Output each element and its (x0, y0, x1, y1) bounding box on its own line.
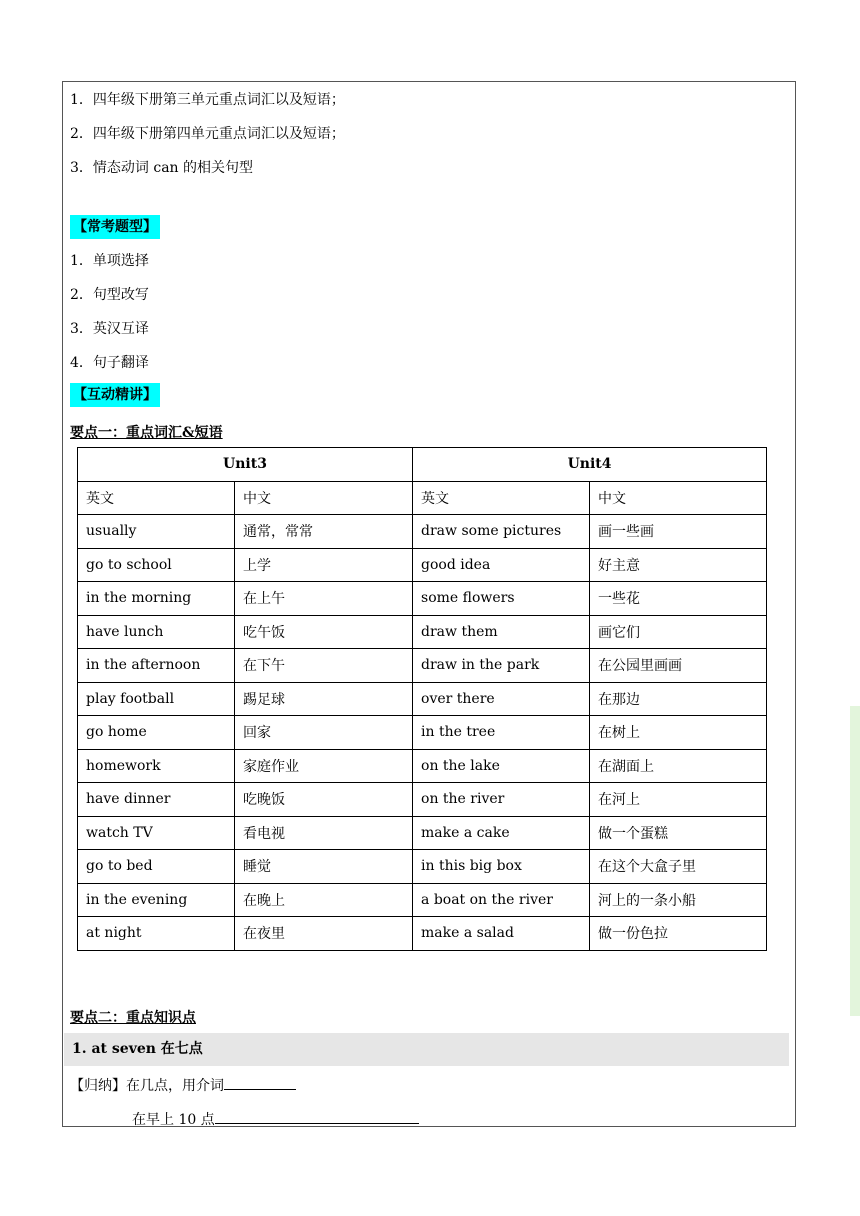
chinese-cell: 在那边 (590, 682, 767, 716)
chinese-cell: 画一些画 (590, 515, 767, 549)
english-cell: over there (413, 682, 590, 716)
english-cell: some flowers (413, 582, 590, 616)
english-cell: on the river (413, 783, 590, 817)
example-line (132, 1109, 419, 1129)
table-row (78, 548, 767, 582)
english-cell: draw them (413, 615, 590, 649)
table-row (78, 917, 767, 951)
english-cell: in this big box (413, 850, 590, 884)
intro-line-3: 3．情态动词 can 的相关句型 (70, 160, 254, 176)
table-row (78, 850, 767, 884)
english-cell: in the evening (78, 883, 235, 917)
knowledge-point-1-title: 1. at seven 在七点 (64, 1033, 789, 1066)
english-cell: at night (78, 917, 235, 951)
point1-heading: 要点一：重点词汇&短语 (70, 425, 223, 441)
example-text: 在早上 10 点 (132, 1112, 215, 1128)
column-header-zh-1: 中文 (235, 481, 413, 515)
chinese-cell: 看电视 (235, 816, 413, 850)
chinese-cell: 回家 (235, 716, 413, 750)
chinese-cell: 在下午 (235, 649, 413, 683)
unit3-header: Unit3 (78, 448, 413, 482)
common-type-item-3: 3．英汉互译 (70, 321, 149, 337)
summary-answer-blank (224, 1075, 296, 1090)
english-cell: make a salad (413, 917, 590, 951)
common-type-item-2: 2．句型改写 (70, 287, 149, 303)
english-cell: in the afternoon (78, 649, 235, 683)
intro-line-2: 2．四年级下册第四单元重点词汇以及短语； (70, 126, 345, 142)
column-header-en-2: 英文 (413, 481, 590, 515)
chinese-cell: 通常，常常 (235, 515, 413, 549)
table-row (78, 682, 767, 716)
table-row (78, 582, 767, 616)
column-header-row (78, 481, 767, 515)
english-cell: have lunch (78, 615, 235, 649)
english-cell: watch TV (78, 816, 235, 850)
english-cell: go home (78, 716, 235, 750)
english-cell: have dinner (78, 783, 235, 817)
interactive-tag: 【互动精讲】 (70, 383, 160, 407)
summary-line (70, 1075, 296, 1095)
unit-header-row (78, 448, 767, 482)
chinese-cell: 在河上 (590, 783, 767, 817)
intro-line-1: 1．四年级下册第三单元重点词汇以及短语； (70, 92, 345, 108)
english-cell: usually (78, 515, 235, 549)
chinese-cell: 做一份色拉 (590, 917, 767, 951)
table-row (78, 783, 767, 817)
column-header-zh-2: 中文 (590, 481, 767, 515)
chinese-cell: 在夜里 (235, 917, 413, 951)
chinese-cell: 踢足球 (235, 682, 413, 716)
english-cell: in the tree (413, 716, 590, 750)
english-cell: go to bed (78, 850, 235, 884)
unit4-header: Unit4 (413, 448, 767, 482)
chinese-cell: 家庭作业 (235, 749, 413, 783)
common-types-tag: 【常考题型】 (70, 215, 160, 239)
chinese-cell: 一些花 (590, 582, 767, 616)
chinese-cell: 河上的一条小船 (590, 883, 767, 917)
english-cell: in the morning (78, 582, 235, 616)
english-cell: draw in the park (413, 649, 590, 683)
chinese-cell: 做一个蛋糕 (590, 816, 767, 850)
chinese-cell: 在树上 (590, 716, 767, 750)
table-row (78, 816, 767, 850)
table-row (78, 649, 767, 683)
side-scroll-strip (850, 706, 860, 1016)
summary-text: 【归纳】在几点，用介词 (70, 1078, 224, 1094)
table-row (78, 615, 767, 649)
chinese-cell: 在公园里画画 (590, 649, 767, 683)
english-cell: homework (78, 749, 235, 783)
common-type-item-1: 1．单项选择 (70, 253, 149, 269)
chinese-cell: 在晚上 (235, 883, 413, 917)
common-type-item-4: 4．句子翻译 (70, 355, 149, 371)
table-row (78, 749, 767, 783)
chinese-cell: 吃晚饭 (235, 783, 413, 817)
english-cell: draw some pictures (413, 515, 590, 549)
chinese-cell: 在湖面上 (590, 749, 767, 783)
chinese-cell: 在这个大盒子里 (590, 850, 767, 884)
chinese-cell: 睡觉 (235, 850, 413, 884)
table-row (78, 883, 767, 917)
chinese-cell: 上学 (235, 548, 413, 582)
example-answer-blank (215, 1109, 419, 1124)
english-cell: good idea (413, 548, 590, 582)
chinese-cell: 画它们 (590, 615, 767, 649)
english-cell: a boat on the river (413, 883, 590, 917)
chinese-cell: 好主意 (590, 548, 767, 582)
vocab-table (77, 447, 767, 951)
english-cell: make a cake (413, 816, 590, 850)
point2-heading: 要点二：重点知识点 (70, 1010, 196, 1026)
column-header-en-1: 英文 (78, 481, 235, 515)
table-row (78, 515, 767, 549)
chinese-cell: 在上午 (235, 582, 413, 616)
english-cell: go to school (78, 548, 235, 582)
english-cell: play football (78, 682, 235, 716)
chinese-cell: 吃午饭 (235, 615, 413, 649)
table-row (78, 716, 767, 750)
english-cell: on the lake (413, 749, 590, 783)
